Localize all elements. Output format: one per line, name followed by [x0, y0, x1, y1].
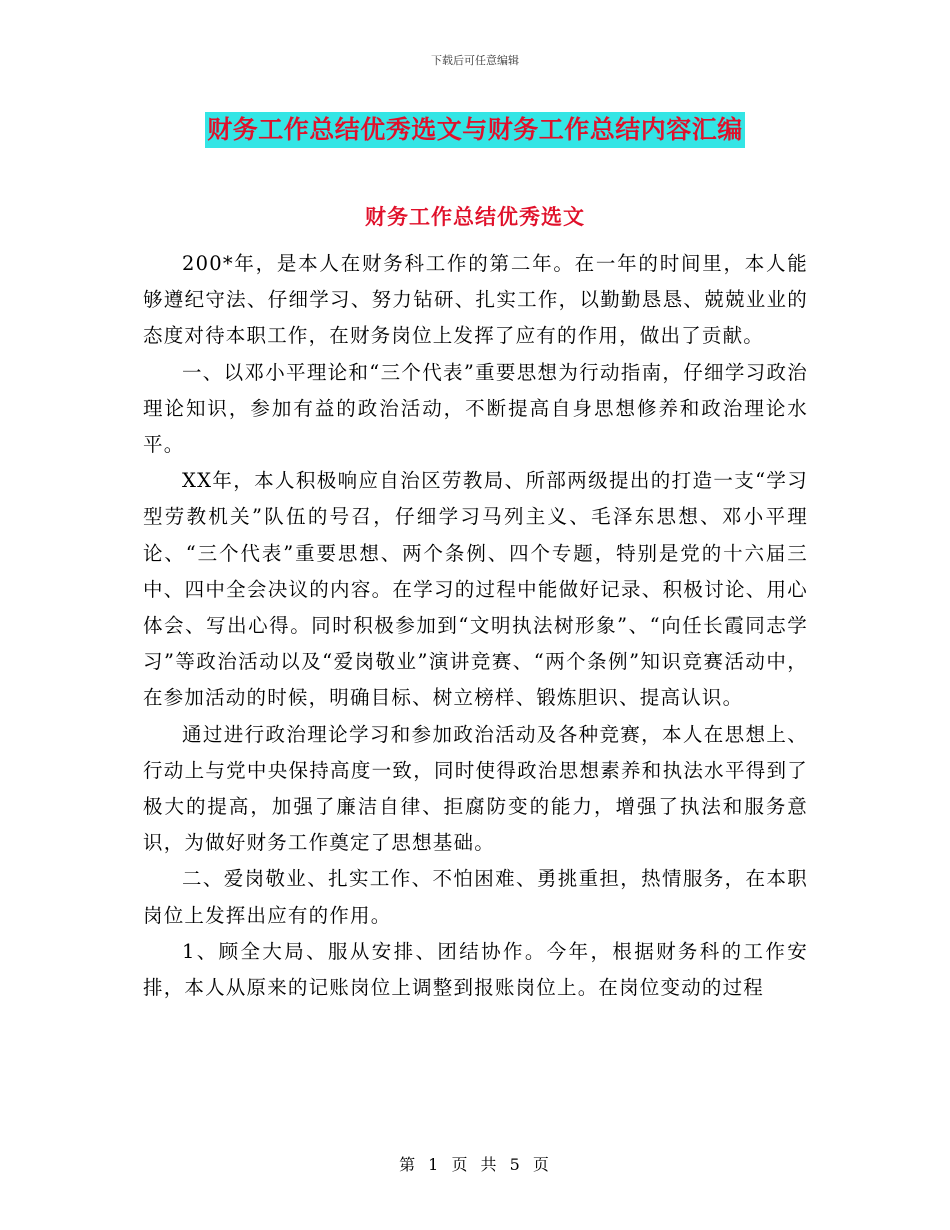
paragraph: XX年，本人积极响应自治区劳教局、所部两级提出的打造一支“学习型劳教机关”队伍的号召，仔细学习马列主义、毛泽东思想、邓小平理论、“三个代表”重要思想、两个条例、四个专题，特别是党的十六届三中、四中全会决议的内容。在学习的过程中能做好记录、积极讨论、用心体会、写出心得。同时积极参加到“文明执法树形象”、“向任长霞同志学习”等政治活动以及“爱岗敬业”演讲竞赛、“两个条例”知识竞赛活动中，在参加活动的时候，明确目标、树立榜样、锻炼胆识、提高认识。 — [143, 469, 808, 710]
paragraph: 通过进行政治理论学习和参加政治活动及各种竞赛，本人在思想上、行动上与党中央保持高度一致，同时使得政治思想素养和执法水平得到了极大的提高，加强了廉洁自律、拒腐防变的能力，增强了执法和服务意识，为做好财务工作奠定了思想基础。 — [143, 722, 808, 855]
paragraph: 1、顾全大局、服从安排、团结协作。今年，根据财务科的工作安排，本人从原来的记账岗位上调整到报账岗位上。在岗位变动的过程 — [143, 939, 808, 1000]
main-title-container — [0, 112, 950, 148]
page-number-footer: 第 1 页 共 5 页 — [399, 1155, 551, 1174]
header-note: 下载后可任意编辑 — [431, 54, 519, 67]
paragraph: 200*年，是本人在财务科工作的第二年。在一年的时间里，本人能够遵纪守法、仔细学习、努力钻研、扎实工作，以勤勤恳恳、兢兢业业的态度对待本职工作，在财务岗位上发挥了应有的作用，做出了贡献。 — [143, 252, 808, 348]
paragraph: 一、以邓小平理论和“三个代表”重要思想为行动指南，仔细学习政治理论知识，参加有益的政治活动，不断提高自身思想修养和政治理论水平。 — [143, 360, 808, 457]
paragraph: 二、爱岗敬业、扎实工作、不怕困难、勇挑重担，热情服务，在本职岗位上发挥出应有的作用。 — [143, 867, 808, 927]
section-title: 财务工作总结优秀选文 — [365, 204, 585, 229]
body-text — [143, 246, 808, 1006]
main-title: 财务工作总结优秀选文与财务工作总结内容汇编 — [205, 112, 745, 148]
